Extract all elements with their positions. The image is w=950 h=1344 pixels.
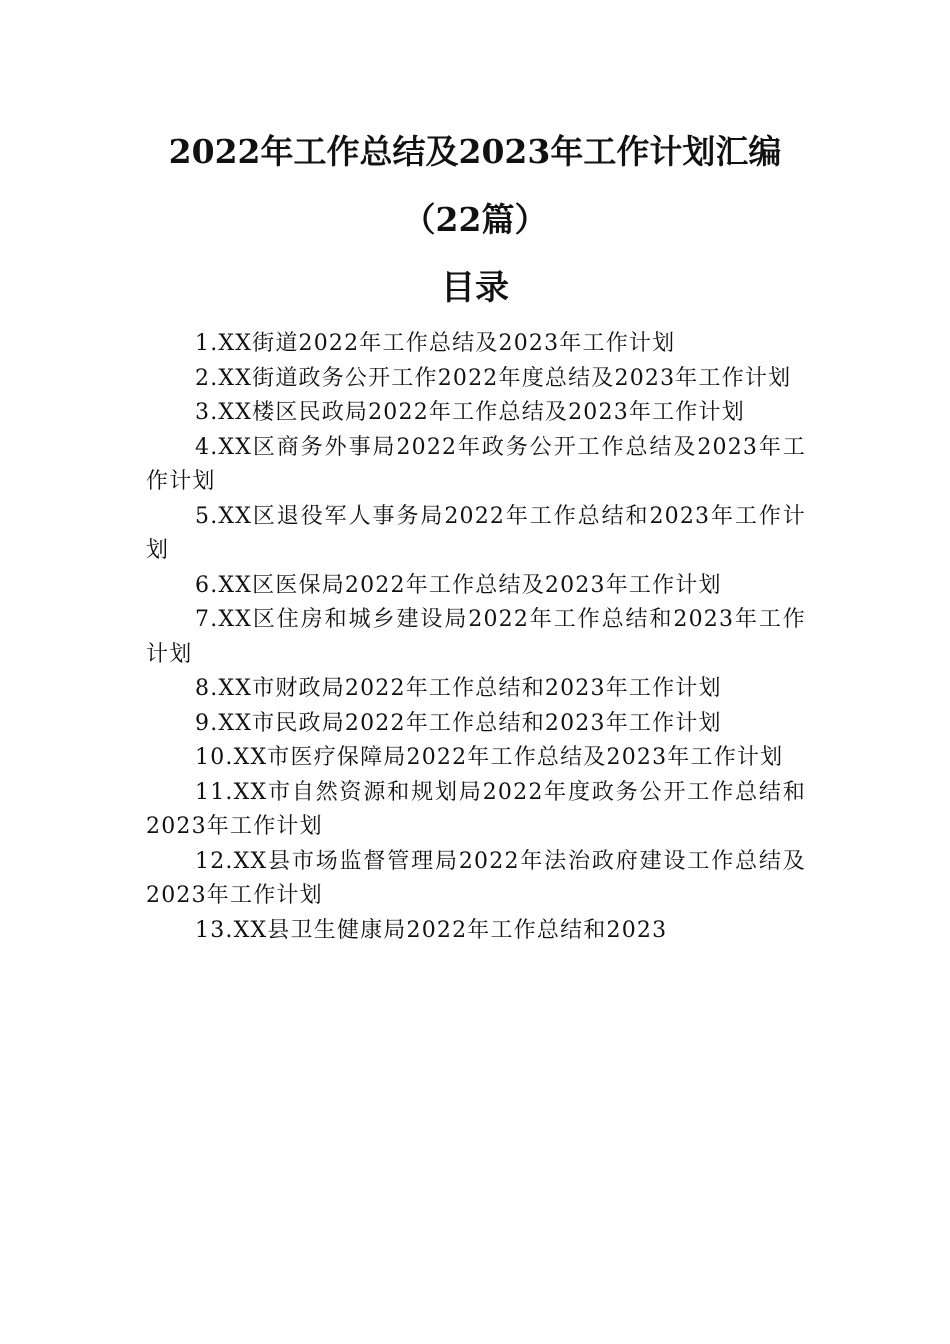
toc-item-7: 7.XX区住房和城乡建设局2022年工作总结和2023年工作计划 [146,607,806,667]
toc-item-4: 4.XX区商务外事局2022年政务公开工作总结及2023年工作计划 [146,434,806,494]
toc-item-10: 10.XX市医疗保障局2022年工作总结及2023年工作计划 [195,745,784,770]
document-subtitle: （22篇） [402,200,548,239]
toc-heading: 目录 [441,268,509,308]
toc-item-11: 11.XX市自然资源和规划局2022年度政务公开工作总结和2023年工作计划 [146,779,806,839]
toc-item-12: 12.XX县市场监督管理局2022年法治政府建设工作总结及2023年工作计划 [146,848,806,908]
toc-item-1: 1.XX街道2022年工作总结及2023年工作计划 [195,331,676,356]
toc-item-5: 5.XX区退役军人事务局2022年工作总结和2023年工作计划 [146,503,806,563]
toc-item-9: 9.XX市民政局2022年工作总结和2023年工作计划 [195,710,722,736]
document-title: 2022年工作总结及2023年工作计划汇编 [168,132,782,171]
toc-item-6: 6.XX区医保局2022年工作总结及2023年工作计划 [195,572,722,598]
toc-item-3: 3.XX楼区民政局2022年工作总结及2023年工作计划 [195,400,745,425]
toc-item-2: 2.XX街道政务公开工作2022年度总结及2023年工作计划 [195,365,792,391]
toc-item-8: 8.XX市财政局2022年工作总结和2023年工作计划 [195,676,722,701]
table-of-contents [146,327,806,948]
toc-item-13: 13.XX县卫生健康局2022年工作总结和2023 [195,917,668,943]
